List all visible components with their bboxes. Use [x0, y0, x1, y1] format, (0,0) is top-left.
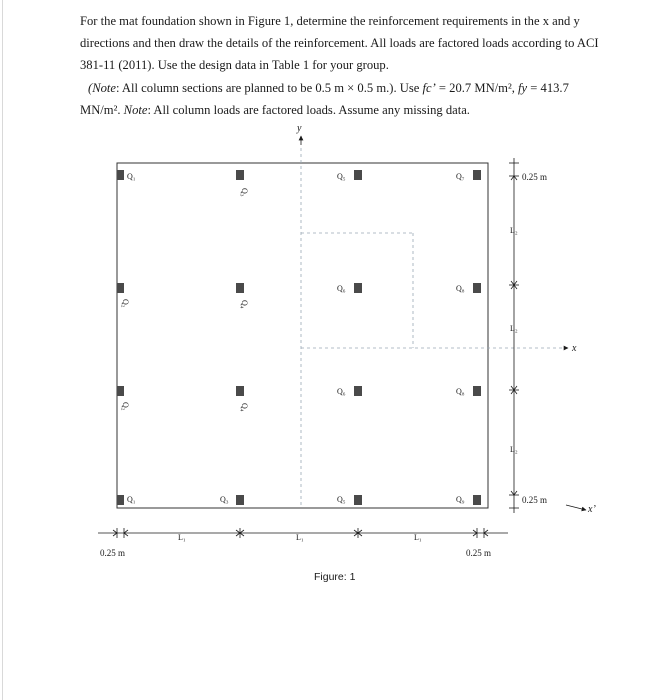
- dim-right-bottom-edge: 0.25 m: [522, 495, 548, 505]
- label-q6-lower: Q₆: [337, 387, 346, 396]
- fc-value: = 20.7 MN/m²,: [435, 81, 519, 95]
- label-q6-upper: Q₆: [337, 284, 346, 293]
- dim-bottom-span-3: L₁: [414, 533, 422, 542]
- x-prime-label: x’: [588, 504, 596, 515]
- column-q3-top: [236, 170, 244, 180]
- label-q7-top: Q₇: [456, 172, 465, 181]
- y-axis-label: y: [297, 123, 302, 134]
- dim-bottom-span-1: L₁: [178, 533, 186, 542]
- column-q3-bottom: [236, 495, 244, 505]
- fy-value: = 413.7 MN/m².: [80, 81, 569, 117]
- figure-caption: Figure: 1: [314, 571, 356, 583]
- label-q5-bottom: Q₅: [337, 495, 346, 504]
- column-q5-top: [354, 170, 362, 180]
- dim-bottom-span-2: L₁: [296, 533, 304, 542]
- fc-symbol: fc’: [422, 81, 436, 95]
- column-q8-lower: [473, 386, 481, 396]
- note2-label: Note: [123, 103, 148, 117]
- dim-right-span-3: L₂: [510, 445, 518, 454]
- dim-right-span-2: L₂: [510, 324, 518, 333]
- dim-bottom-right-edge: 0.25 m: [466, 548, 492, 558]
- column-q9-bottom: [473, 495, 481, 505]
- label-q8-upper: Q₈: [456, 284, 465, 293]
- columns: [117, 170, 481, 505]
- mat-outline: [117, 163, 488, 508]
- note-label: (Note: [88, 81, 116, 95]
- dim-bottom-left-edge: 0.25 m: [100, 548, 126, 558]
- dim-right-top-edge: 0.25 m: [522, 172, 548, 182]
- x-axis-label: x: [572, 343, 577, 354]
- label-q4-upper: Q₄: [240, 300, 249, 309]
- column-q2-upper: [117, 283, 124, 293]
- problem-paragraph: For the mat foundation shown in Figure 1, determine the reinforcement requirements in the x and y directions and then draw the details of the reinforcement. All loads are factored loads according to ACI 381-11 (2011). Use the design data in Table 1 for your group.: [80, 14, 599, 72]
- fy-symbol: fy: [518, 81, 528, 95]
- column-q6-lower: [354, 386, 362, 396]
- column-q4-upper: [236, 283, 244, 293]
- column-q1-bottom: [117, 495, 124, 505]
- column-q2-lower: [117, 386, 124, 396]
- note2-text: : All column loads are factored loads. Assume any missing data.: [147, 103, 470, 117]
- label-q2-lower: Q₂: [121, 402, 130, 411]
- x-prime-arrow: [566, 505, 586, 510]
- column-q7-top: [473, 170, 481, 180]
- label-q5-top: Q₅: [337, 172, 346, 181]
- column-q8-upper: [473, 283, 481, 293]
- column-q6-upper: [354, 283, 362, 293]
- label-q2-upper: Q₂: [121, 299, 130, 308]
- column-q1-top: [117, 170, 124, 180]
- column-q4-lower: [236, 386, 244, 396]
- note-text: : All column sections are planned to be 0.5 m × 0.5 m.). Use: [115, 81, 423, 95]
- column-q5-bottom: [354, 495, 362, 505]
- dimension-right: [509, 158, 519, 513]
- label-q9-bottom: Q₉: [456, 495, 465, 504]
- label-q8-lower: Q₈: [456, 387, 465, 396]
- label-q4-lower: Q₄: [240, 403, 249, 412]
- label-q1-top: Q₁: [127, 172, 136, 181]
- label-q1-bottom: Q₁: [127, 495, 136, 504]
- label-q3-top: Q₃: [240, 188, 249, 197]
- dim-right-span-1: L₂: [510, 226, 518, 235]
- label-q3-bottom: Q₃: [220, 495, 229, 504]
